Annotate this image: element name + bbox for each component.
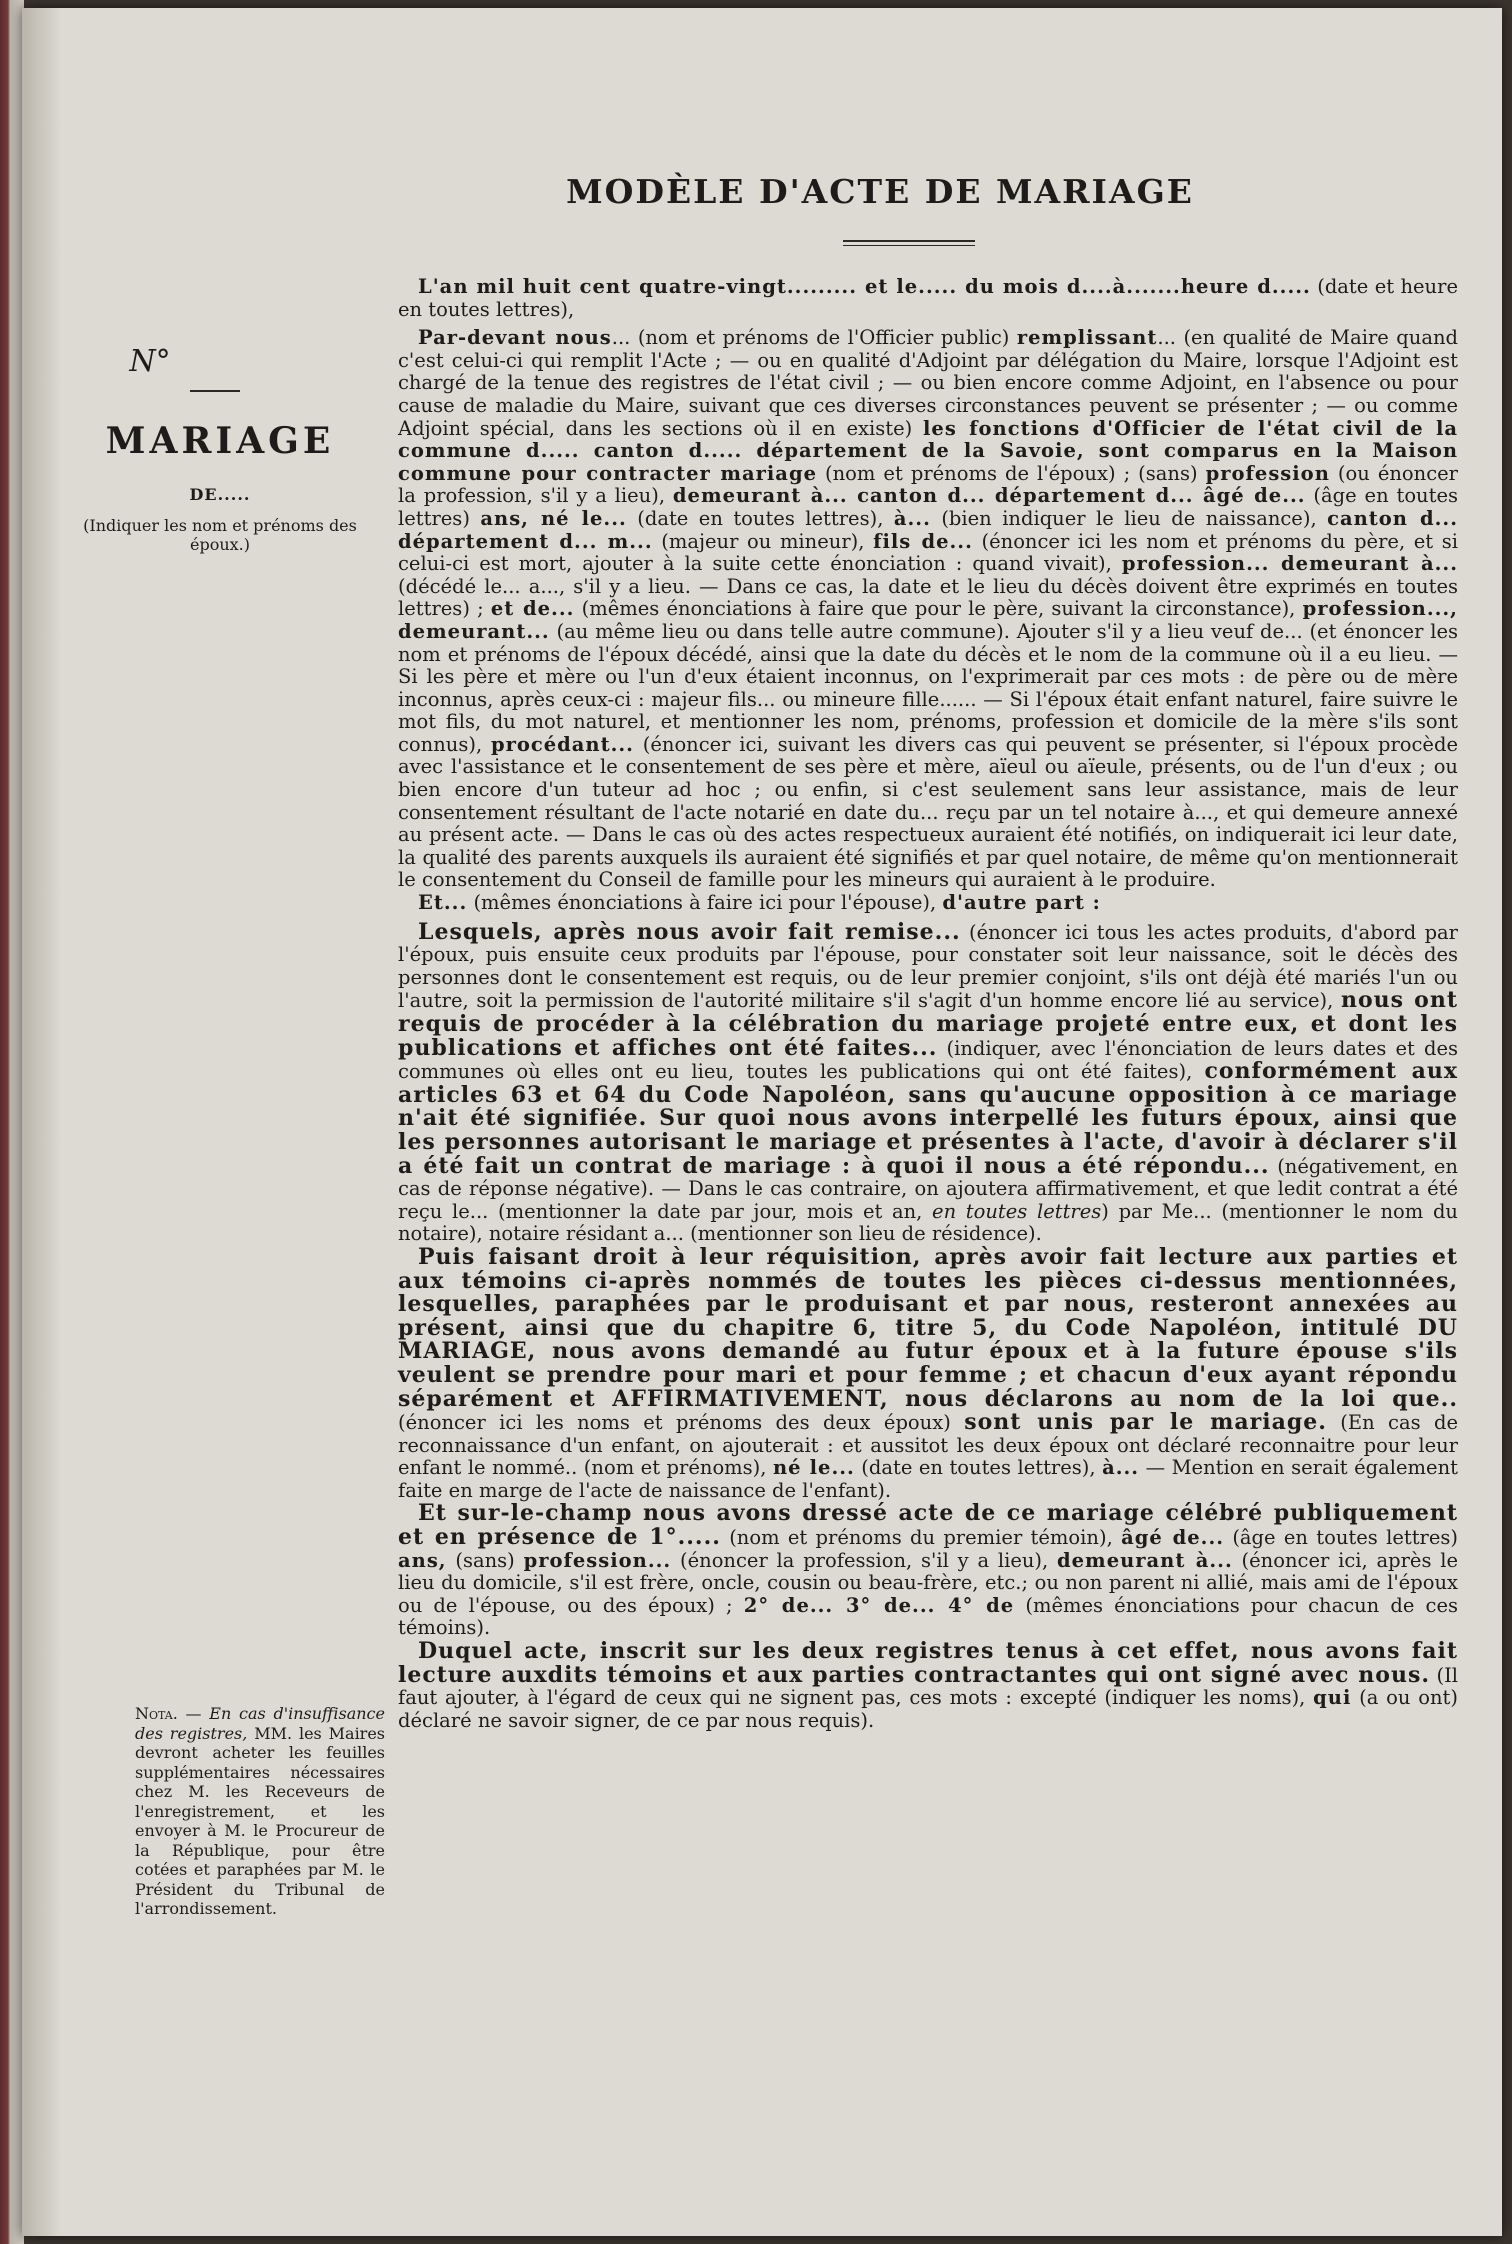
p4-text2: (indiquer, avec l'énonciation de leurs dates et des communes où elles ont eu lieu, toutes les publications qui ont été faites),: [398, 1036, 1458, 1084]
p6-bold2: âgé de...: [1121, 1526, 1225, 1550]
p2-bold7: à...: [893, 506, 931, 530]
p6-text2: (âge en toutes lettres): [1224, 1526, 1459, 1550]
p2-bold1: Par-devant nous: [418, 326, 612, 350]
paragraph-date: [398, 276, 1458, 321]
p2-bold9: fils de...: [873, 529, 973, 553]
p7-text1: (Il faut ajouter, à l'égard de ceux qui ne signent pas, ces mots : excepté (indiquer les noms),: [398, 1663, 1459, 1710]
p6-text5: (énoncer ici, après le lieu du domicile, s'il est frère, oncle, cousin ou beau-frère, etc.; ou non parent ni allié, mais ami de l'époux ou de l'épouse, ou des époux) ;: [398, 1548, 1459, 1617]
title-rule: [843, 240, 975, 246]
nota-label: Nota. —: [135, 1704, 202, 1723]
p6-bold5: demeurant à...: [1057, 1548, 1233, 1572]
page-edge: [0, 0, 24, 2244]
paragraph-witnesses: [398, 1502, 1458, 1640]
act-body: [398, 276, 1458, 1732]
p5-text1: (énoncer ici les noms et prénoms des deux époux): [398, 1411, 965, 1435]
p3-bold1: Et...: [418, 891, 468, 915]
nota-text: MM. les Maires devront acheter les feuilles supplémentaires nécessaires chez M. les Receveurs de l'enregistrement, et les envoyer à M. le Procureur de la République, pour être cotées et paraphées par M. le Président du Tribunal de l'arrondissement.: [135, 1723, 386, 1918]
nota-italic: En cas d'insuffisance des registres,: [135, 1704, 385, 1743]
p2-text11: (mêmes énonciations à faire que pour le père, suivant la circonstance),: [574, 597, 1303, 621]
p2-text6: (date en toutes lettres),: [626, 506, 894, 530]
p5-bold4: à...: [1102, 1456, 1140, 1480]
p4-text4: ) par Me... (mentionner le nom du notaire), notaire résidant a... (mentionner son lieu de résidence).: [398, 1199, 1458, 1246]
p6-text6: (mêmes énonciations pour chacun de ces témoins).: [398, 1593, 1459, 1640]
p5-bold3: né le...: [772, 1456, 855, 1480]
p4-italic: en toutes lettres: [932, 1199, 1102, 1223]
p2-text12: (au même lieu ou dans telle autre commune). Ajouter s'il y a lieu veuf de... (et énoncer les nom et prénoms de l'époux décédé, ainsi que la date du décès et le nom de la commune où il a eu lieu. — Si les père et mère ou l'un d'eux étaient inconnus, on l'exprimerait par ces mots : de père ou de mère inconnus, après ceux-ci : majeur fils... ou mineure fille...... — Si l'époux était enfant naturel, faire suivre le mot fils, du mot naturel, et mentionner les nom, prénoms, profession et domicile de la mère s'ils sont connus),: [398, 619, 1458, 756]
p4-text1: (énoncer ici tous les actes produits, d'abord par l'époux, puis ensuite ceux produits par l'épouse, pour constater soit leur naissance, soit le décès des personnes dont le consentement est requis, ou de leur premier conjoint, s'ils ont déjà été mariés l'un ou l'autre, soit la permission de l'autorité militaire s'il s'agit d'un homme encore lié au service),: [398, 920, 1458, 1013]
p4-bold2: nous ont requis de procéder à la célébration du mariage projeté entre eux, et dont les publications et affiches ont été faites...: [398, 987, 1458, 1061]
margin-de: DE.....: [189, 485, 251, 504]
p2-text5: (âge en toutes lettres): [398, 484, 1458, 530]
p7-bold2: qui: [1313, 1686, 1352, 1710]
margin-heading: MARIAGE: [105, 420, 335, 462]
p5-bold2: sont unis par le mariage.: [964, 1409, 1327, 1436]
p2-text8: (majeur ou mineur),: [652, 529, 874, 553]
p3-text1: (mêmes énonciations à faire ici pour l'épouse),: [467, 891, 943, 915]
p7-text2: (a ou ont) déclaré ne savoir signer, de ce par nous requis).: [398, 1686, 1458, 1732]
paragraph-groom: [398, 327, 1458, 892]
p1-text: (date et heure en toutes lettres),: [398, 275, 1458, 321]
register-number-label: N°: [129, 344, 171, 379]
p6-bold4: profession...: [523, 1548, 672, 1572]
p3-bold2: d'autre part :: [942, 891, 1101, 915]
p5-bold1: Puis faisant droit à leur réquisition, après avoir fait lecture aux parties et aux témoins ci-après nommés de toutes les pièces ci-dessus mentionnées, lesquelles, paraphées par le produisant et par nous, resteront annexées au présent, ainsi que du chapitre 6, titre 5, du Code Napoléon, intitulé DU MARIAGE, nous avons demandé au futur époux et à la future épouse s'ils veulent se prendre pour mari et pour femme ; et chacun d'eux ayant répondu séparément et AFFIRMATIVEMENT, nous déclarons au nom de la loi que..: [398, 1243, 1458, 1412]
p6-text1: (nom et prénoms du premier témoin),: [720, 1526, 1122, 1550]
margin-instruction: (Indiquer les nom et prénoms des époux.): [83, 516, 357, 554]
p6-bold1: Et sur-le-champ nous avons dressé acte de ce mariage célébré publiquement et en présence de 1°.....: [398, 1500, 1458, 1551]
margin-dash: [190, 390, 240, 392]
p6-bold6: 2° de... 3° de... 4° de: [743, 1593, 1015, 1617]
p2-bold3: les fonctions d'Officier de l'état civil de la commune d..... canton d..... département de la Savoie, sont comparus en la Maison commune pour contracter mariage: [398, 416, 1458, 485]
p2-text4: (ou énoncer la profession, s'il y a lieu),: [398, 461, 1459, 508]
p4-bold3: conformément aux articles 63 et 64 du Code Napoléon, sans qu'aucune opposition à ce mariage n'ait été signifiée. Sur quoi nous avons interpellé les futurs époux, ainsi que les personnes autorisant le mariage et présentes à l'acte, d'avoir à déclarer s'il a été fait un contrat de mariage : à quoi il nous a été répondu...: [398, 1058, 1459, 1179]
p2-bold5: demeurant à... canton d... département d... âgé de...: [672, 484, 1306, 508]
p2-text7: (bien indiquer le lieu de naissance),: [930, 506, 1328, 530]
p4-bold1: Lesquels, après nous avoir fait remise...: [418, 918, 961, 945]
p5-text3: (date en toutes lettres),: [854, 1456, 1103, 1480]
p2-bold6: ans, né le...: [480, 506, 627, 530]
p2-text9: (énoncer ici les nom et prénoms du père, et si celui-ci est mort, ajouter à la suite cette énonciation : quand vivait),: [398, 529, 1458, 576]
paragraph-declaration: [398, 1243, 1458, 1503]
p1-bold: L'an mil huit cent quatre-vingt......... et le..... du mois d....à.......heure d.....: [418, 275, 1311, 298]
p2-text3: (nom et prénoms de l'époux) ; (sans): [817, 461, 1206, 485]
p7-bold1: Duquel acte, inscrit sur les deux registres tenus à cet effet, nous avons fait lecture auxdits témoins et aux parties contractantes qui ont signé avec nous.: [398, 1638, 1458, 1688]
nota-note: [135, 1704, 385, 1919]
p2-bold2: remplissant: [1016, 326, 1158, 350]
p2-text2: ... (en qualité de Maire quand c'est celui-ci qui remplit l'Acte ; — ou en qualité d'Adjoint par délégation du Maire, lorsque l'Adjoint est chargé de la tenue des registres de l'état civil ; — ou bien encore comme Adjoint, en l'absence ou pour cause de maladie du Maire, suivant que ces diverses circonstances peuvent se présenter ; — ou comme Adjoint spécial, dans les sections où il en existe): [398, 326, 1458, 440]
p5-text4: — Mention en serait également faite en marge de l'acte de naissance de l'enfant).: [398, 1456, 1458, 1502]
p2-bold11: et de...: [490, 597, 575, 621]
paragraph-signature: [398, 1640, 1458, 1732]
p2-bold8: canton d... département d... m...: [398, 506, 1459, 553]
p2-bold10: profession... demeurant à...: [1121, 552, 1458, 576]
margin-instruction-text: Indiquer les nom et prénoms des époux.): [89, 516, 357, 554]
p6-text4: (énoncer la profession, s'il y a lieu),: [671, 1548, 1058, 1572]
page-title: MODÈLE D'ACTE DE MARIAGE: [566, 172, 1194, 211]
p6-bold3: ans,: [398, 1548, 447, 1572]
p2-text13: (énoncer ici, suivant les divers cas qui peuvent se présenter, si l'époux procède avec l'assistance et le consentement de ses père et mère, aïeul ou aïeule, présents, ou de l'un d'eux ; ou bien encore d'un tuteur ad hoc ; ou enfin, si c'est seulement sans leur assistance, mais de leur consentement résultant de l'acte notarié en date du... reçu par un tel notaire à..., et qui demeure annexé au présent acte. — Dans le cas où des actes respectueux auraient été notifiés, on indiquerait ici leur date, la qualité des parents auxquels ils auraient été signifiés et par quel notaire, de même qu'on mentionnerait le consentement du Conseil de famille pour les mineurs qui auraient à le produire.: [398, 732, 1458, 892]
p2-text10: (décédé le... a..., s'il y a lieu. — Dans ce cas, la date et le lieu du décès doivent être exprimés en toutes lettres) ;: [398, 574, 1458, 621]
p5-text2: (En cas de reconnaissance d'un enfant, on ajouterait : et aussitot les deux époux ont déclaré reconnaitre pour leur enfant le nommé.. (nom et prénoms),: [398, 1411, 1458, 1480]
p2-bold12: profession..., demeurant...: [398, 597, 1458, 643]
p2-bold4: profession: [1205, 461, 1330, 485]
p2-text1: ... (nom et prénoms de l'Officier public): [611, 326, 1017, 350]
p2-bold13: procédant...: [490, 732, 634, 756]
p6-text3: (sans): [446, 1548, 524, 1572]
p4-text3: (négativement, en cas de réponse négative). — Dans le cas contraire, on ajoutera affirmativement, et que ledit contrat a été reçu le... (mentionner la date par jour, mois et an,: [398, 1154, 1458, 1223]
paragraph-documents: [398, 918, 1459, 1246]
paragraph-bride: [398, 892, 1458, 915]
